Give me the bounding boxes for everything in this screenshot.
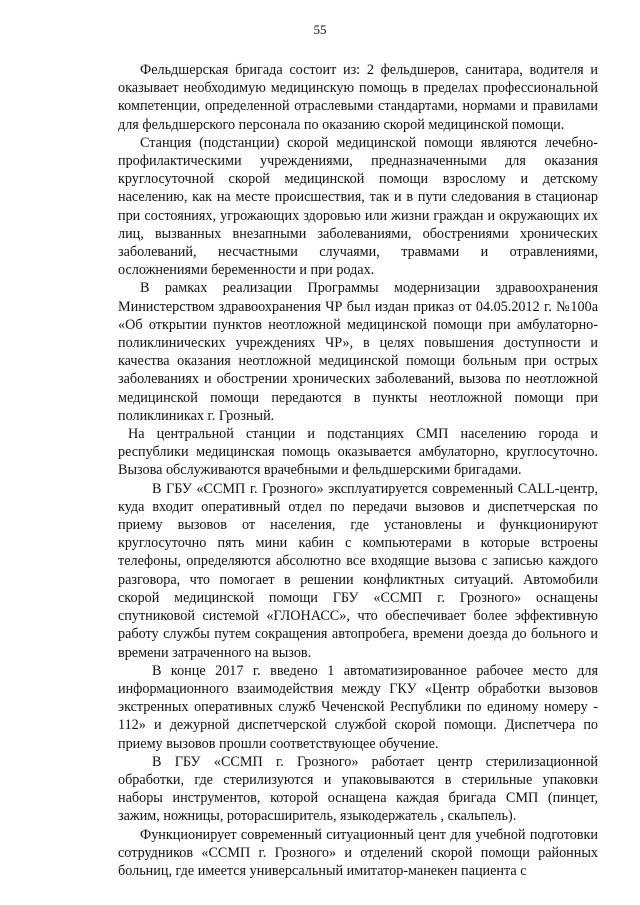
paragraph: В ГБУ «ССМП г. Грозного» работает центр стерилизационной обработки, где стерилизуются и упаковываются в стерильные упаковки наборы инструментов, которой оснащена каждая бригада СМП (пинцет, зажим, ножницы, роторасширитель, языкодержатель , скальпель). (118, 753, 598, 825)
paragraph: Функционирует современный ситуационный цент для учебной подготовки сотрудников «ССМП г. Грозного» и отделений скорой помощи районных больниц, где имеется универсальный имитатор-манекен пациента с (118, 826, 598, 879)
paragraph: На центральной станции и подстанциях СМП населению города и республики медицинская помощь оказывается амбулаторно, круглосуточно. Вызова обслуживаются врачебными и фельдшерскими бригадами. (118, 426, 598, 479)
paragraph: В конце 2017 г. введено 1 автоматизированное рабочее место для информационного взаимодействия между ГКУ «Центр обработки вызовов экстренных оперативных служб Чеченской Республики по единому номеру - 112» и дежурной диспетчерской службой скорой помощи. Диспетчера по приему вызовов прошли соответствующее обучение. (118, 662, 598, 752)
paragraph: Фельдшерская бригада состоит из: 2 фельдшеров, санитара, водителя и оказывает необходимую медицинскую помощь в пределах профессиональной компетенции, определенной отраслевыми стандартами, нормами и правилами для фельдшерского персонала по оказанию скорой медицинской помощи. (118, 62, 598, 133)
paragraph: В рамках реализации Программы модернизации здравоохранения Министерством здравоохранения ЧР был издан приказ от 04.05.2012 г. №100а «Об открытии пунктов неотложной медицинской помощи при амбулаторно-поликлинических учреждениях ЧР», в целях повышения доступности и качества оказания неотложной медицинской помощи больным при острых заболеваниях и обострении хронических заболеваний, вызова по неотложной медицинской помощи передаются в пункты неотложной помощи при поликлиниках г. Грозный. (118, 280, 598, 424)
paragraph: Станция (подстанции) скорой медицинской помощи являются лечебно-профилактическими учреждениями, предназначенными для оказания круглосуточной скорой медицинской помощи взрослому и детскому населению, как на месте происшествия, так и в пути следования в стационар при состояниях, угрожающих здоровью или жизни граждан и окружающих их лиц, вызванных внезапными заболеваниями, обострениями хронических заболеваний, несчастными случаями, травмами и отравлениями, осложнениями беременности и при родах. (118, 134, 598, 279)
paragraph: В ГБУ «ССМП г. Грозного» эксплуатируется современный CALL-центр, куда входит оперативный отдел по передачи вызовов и диспетчерская по приему вызовов от населения, где установлены и функционируют круглосуточно пять мини кабин с компьютерами в которые встроены телефоны, определяются абсолютно все входящие вызова с записью каждого разговора, что помогает в решении конфликтных ситуаций. Автомобили скорой медицинской помощи ГБУ «ССМП г. Грозного» оснащены спутниковой системой «ГЛОНАСС», что обеспечивает более эффективную работу службы путем сокращения автопробега, времени доезда до больного и времени затраченного на вызов. (118, 480, 598, 661)
document-body (118, 61, 598, 880)
page-number: 55 (313, 22, 327, 37)
